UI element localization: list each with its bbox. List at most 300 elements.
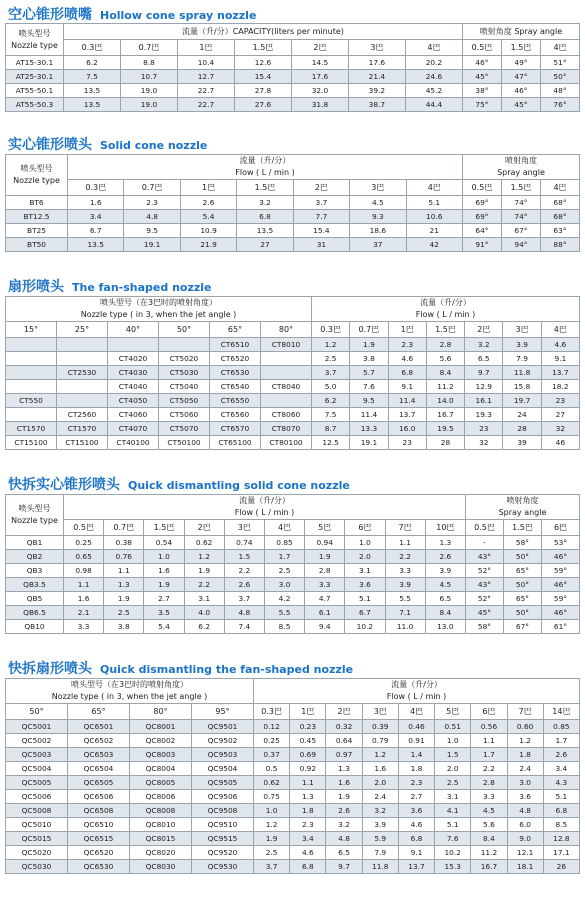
table-cell: 5.5	[385, 592, 425, 606]
table-cell: 18.2	[541, 380, 579, 394]
table-cell: 0.94	[305, 536, 345, 550]
section-title-qc	[8, 658, 353, 678]
table-cell: 26	[543, 860, 579, 874]
label-zh: 流量（升/分）	[420, 298, 471, 307]
header-row	[6, 704, 580, 720]
table-cell: 11.0	[385, 620, 425, 634]
table-cell: 1.1	[64, 578, 104, 592]
table-cell: 2.0	[345, 550, 385, 564]
table-cell: 2.2	[184, 578, 224, 592]
table-cell: 9.4	[305, 620, 345, 634]
table-cell	[261, 394, 312, 408]
table-cell: 45°	[465, 606, 503, 620]
table-cell: 8.7	[312, 422, 350, 436]
pressure-header: 0.7巴	[350, 322, 388, 338]
table-cell: 1.9	[326, 790, 362, 804]
table-row	[6, 606, 580, 620]
table-cell: 3.2	[237, 196, 293, 210]
table-cell: 12.7	[177, 70, 234, 84]
angle-column-header: 80°	[130, 704, 192, 720]
pressure-header: 14巴	[543, 704, 579, 720]
table-cell: 1.3	[326, 762, 362, 776]
angle-column-header: 80°	[261, 322, 312, 338]
table-cell: 67°	[503, 620, 541, 634]
table-row	[6, 818, 580, 832]
pressure-header: 6巴	[345, 520, 385, 536]
table-cell: QC6515	[68, 832, 130, 846]
table-cell: QC9503	[192, 748, 254, 762]
label-en: Nozzle type	[13, 176, 60, 185]
table-cell: 0.75	[254, 790, 290, 804]
table-cell: 49°	[501, 56, 540, 70]
table-cell: 1.9	[184, 564, 224, 578]
table-cell: 8.4	[471, 832, 507, 846]
table-cell: 2.3	[388, 338, 426, 352]
table-cell: 2.4	[362, 790, 398, 804]
table-cell: 65°	[503, 592, 541, 606]
label-en: Spray angle	[497, 168, 545, 177]
table-cell: 24	[503, 408, 541, 422]
section-title-qb	[8, 474, 350, 494]
table-row	[6, 832, 580, 846]
table-cell: 28	[503, 422, 541, 436]
table-cell: 52°	[465, 592, 503, 606]
table-cell: 12.1	[507, 846, 543, 860]
header-row	[6, 24, 580, 40]
table-cell: QB6.5	[6, 606, 64, 620]
table-cell: QC8002	[130, 734, 192, 748]
table-cell: 6.2	[184, 620, 224, 634]
table-quick-fan-shaped	[5, 678, 580, 874]
table-cell: 3.4	[543, 762, 579, 776]
table-cell: 13.7	[541, 366, 579, 380]
table-cell: QB3.5	[6, 578, 64, 592]
table-row	[6, 338, 580, 352]
table-cell: 23	[465, 422, 503, 436]
table-cell: 12.8	[543, 832, 579, 846]
table-cell: 0.12	[254, 720, 290, 734]
table-cell: 0.60	[507, 720, 543, 734]
table-cell: 63°	[540, 224, 579, 238]
table-cell: 3.1	[345, 564, 385, 578]
table-cell: 24.6	[405, 70, 462, 84]
table-cell: 5.5	[264, 606, 304, 620]
table-cell: QC8015	[130, 832, 192, 846]
table-cell: 6.0	[507, 818, 543, 832]
table-cell: QB3	[6, 564, 64, 578]
table-cell: 0.45	[290, 734, 326, 748]
table-cell: BT50	[6, 238, 68, 252]
table-cell: 5.1	[406, 196, 462, 210]
table-cell: 0.97	[326, 748, 362, 762]
header-row	[6, 155, 580, 180]
table-row	[6, 224, 580, 238]
table-cell: QC5006	[6, 790, 68, 804]
table-cell: 21.9	[180, 238, 236, 252]
pressure-header: 1.5巴	[426, 322, 464, 338]
table-cell: 15.4	[234, 70, 291, 84]
table-cell: 3.1	[435, 790, 471, 804]
table-cell: 1.5	[224, 550, 264, 564]
table-cell: CT6560	[210, 408, 261, 422]
pressure-header: 4巴	[398, 704, 434, 720]
table-cell: 6.7	[68, 224, 124, 238]
table-cell: 1.8	[507, 748, 543, 762]
table-cell: 69°	[462, 196, 501, 210]
pressure-header: 3巴	[362, 704, 398, 720]
angle-column-header: 15°	[6, 322, 57, 338]
table-row	[6, 720, 580, 734]
table-cell: 1.6	[68, 196, 124, 210]
table-cell: 1.9	[254, 832, 290, 846]
model-header	[6, 495, 64, 536]
table-cell	[159, 338, 210, 352]
table-cell: CT6550	[210, 394, 261, 408]
pressure-header: 4巴	[264, 520, 304, 536]
table-cell: 3.9	[385, 578, 425, 592]
pressure-header: 0.7巴	[104, 520, 144, 536]
pressure-header: 0.3巴	[254, 704, 290, 720]
table-cell: 0.25	[254, 734, 290, 748]
table-cell: 1.2	[362, 748, 398, 762]
table-cell: QC6520	[68, 846, 130, 860]
table-cell: 45°	[501, 98, 540, 112]
table-cell: 6.5	[425, 592, 465, 606]
table-cell: 23	[541, 394, 579, 408]
table-cell: 37	[350, 238, 406, 252]
angle-header	[462, 155, 579, 180]
label-zh: 流量（升/分）	[391, 680, 442, 689]
table-cell: 50°	[540, 70, 579, 84]
pressure-header: 0.5巴	[465, 520, 503, 536]
table-cell: 0.39	[362, 720, 398, 734]
flow-header: 流量（升/分）CAPACITY(liters per minute)	[64, 24, 463, 40]
pressure-header: 0.5巴	[64, 520, 104, 536]
table-cell: CT4060	[108, 408, 159, 422]
table-row	[6, 366, 580, 380]
table-cell: 91°	[462, 238, 501, 252]
pressure-header: 7巴	[385, 520, 425, 536]
table-cell	[57, 380, 108, 394]
table-cell: QB1	[6, 536, 64, 550]
table-row	[6, 592, 580, 606]
angle-header	[465, 495, 579, 520]
table-cell: 76°	[540, 98, 579, 112]
table-cell: 14.5	[291, 56, 348, 70]
table-cell: 1.9	[305, 550, 345, 564]
title-zh: 实心锥形喷头	[8, 137, 92, 153]
table-cell: 6.8	[543, 804, 579, 818]
table-cell: 11.2	[471, 846, 507, 860]
table-cell	[261, 366, 312, 380]
table-cell: 5.1	[345, 592, 385, 606]
table-cell: 5.0	[312, 380, 350, 394]
table-cell	[57, 338, 108, 352]
model-header	[6, 297, 312, 322]
table-cell: QC8010	[130, 818, 192, 832]
pressure-header: 3巴	[350, 180, 406, 196]
table-cell: 7.6	[435, 832, 471, 846]
label-zh: 喷射角度	[504, 156, 537, 165]
pressure-header: 5巴	[305, 520, 345, 536]
table-cell: 13.5	[64, 84, 121, 98]
table-cell: 1.1	[385, 536, 425, 550]
table-cell: 50°	[503, 550, 541, 564]
table-cell: 52°	[465, 564, 503, 578]
table-cell: QC9510	[192, 818, 254, 832]
table-cell: 2.0	[362, 776, 398, 790]
table-cell: 1.3	[290, 790, 326, 804]
pressure-header: 1.5巴	[234, 40, 291, 56]
pressure-header: 3巴	[224, 520, 264, 536]
table-cell: 67°	[501, 224, 540, 238]
table-cell: QC5003	[6, 748, 68, 762]
angle-column-header: 50°	[159, 322, 210, 338]
table-cell: 2.8	[471, 776, 507, 790]
table-cell: CT4040	[108, 380, 159, 394]
table-cell: 13.5	[64, 98, 121, 112]
table-cell: 2.2	[224, 564, 264, 578]
table-cell: 19.0	[120, 84, 177, 98]
table-cell: 2.1	[64, 606, 104, 620]
table-cell: 2.8	[426, 338, 464, 352]
table-cell: 1.0	[435, 734, 471, 748]
pressure-header: 0.7巴	[124, 180, 180, 196]
table-cell: CT5020	[159, 352, 210, 366]
table-cell: 31	[293, 238, 349, 252]
pressure-header: 3巴	[503, 322, 541, 338]
table-cell	[6, 380, 57, 394]
title-zh: 扇形喷头	[8, 279, 64, 295]
table-cell: CT65100	[210, 436, 261, 450]
pressure-header: 1.5巴	[237, 180, 293, 196]
table-fan-shaped	[5, 296, 580, 450]
angle-column-header: 95°	[192, 704, 254, 720]
table-cell: 0.62	[254, 776, 290, 790]
table-cell: 10.9	[180, 224, 236, 238]
table-cell: 19.5	[426, 422, 464, 436]
table-cell: BT6	[6, 196, 68, 210]
table-cell: 2.5	[254, 846, 290, 860]
table-cell: 2.7	[144, 592, 184, 606]
table-cell: 9.5	[124, 224, 180, 238]
table-cell: 10.4	[177, 56, 234, 70]
table-cell: 5.9	[362, 832, 398, 846]
table-cell: CT5070	[159, 422, 210, 436]
table-cell: 2.4	[507, 762, 543, 776]
table-cell: 17.6	[291, 70, 348, 84]
pressure-header: 0.5巴	[462, 40, 501, 56]
table-cell: QC9505	[192, 776, 254, 790]
table-cell: QC5005	[6, 776, 68, 790]
table-cell: 14.0	[426, 394, 464, 408]
pressure-header: 2巴	[293, 180, 349, 196]
table-cell: QC5001	[6, 720, 68, 734]
table-cell: 94°	[501, 238, 540, 252]
table-cell	[6, 408, 57, 422]
table-cell: 1.0	[345, 536, 385, 550]
table-cell: 17.1	[543, 846, 579, 860]
table-cell: 7.5	[64, 70, 121, 84]
table-cell: QC6505	[68, 776, 130, 790]
table-cell: QC8004	[130, 762, 192, 776]
header-row	[6, 520, 580, 536]
table-cell: QC9504	[192, 762, 254, 776]
table-cell: 23	[388, 436, 426, 450]
table-cell: 12.6	[234, 56, 291, 70]
table-cell: 1.2	[507, 734, 543, 748]
table-cell: 6.8	[398, 832, 434, 846]
header-row	[6, 40, 580, 56]
table-cell: 1.7	[471, 748, 507, 762]
table-cell: 1.9	[350, 338, 388, 352]
table-cell: 3.5	[144, 606, 184, 620]
table-cell: 0.38	[104, 536, 144, 550]
table-cell: 11.2	[426, 380, 464, 394]
table-cell: 44.4	[405, 98, 462, 112]
title-zh: 快拆扇形喷头	[8, 661, 92, 677]
table-cell: 4.6	[388, 352, 426, 366]
table-cell: CT4030	[108, 366, 159, 380]
pressure-header: 1巴	[290, 704, 326, 720]
table-cell: 1.7	[543, 734, 579, 748]
table-cell: QC9508	[192, 804, 254, 818]
table-cell: QC6502	[68, 734, 130, 748]
table-row	[6, 210, 580, 224]
table-cell: 3.7	[254, 860, 290, 874]
table-cell	[57, 352, 108, 366]
table-cell: QB5	[6, 592, 64, 606]
label-en: Nozzle type	[11, 40, 58, 50]
table-cell: 6.8	[388, 366, 426, 380]
header-row	[6, 495, 580, 520]
table-cell: 15.3	[435, 860, 471, 874]
table-cell: 2.3	[290, 818, 326, 832]
table-cell: 11.4	[388, 394, 426, 408]
table-row	[6, 436, 580, 450]
title-en: Quick dismantling the fan-shaped nozzle	[100, 663, 354, 676]
title-zh: 快拆实心锥形喷头	[8, 477, 120, 493]
table-cell: 46	[541, 436, 579, 450]
table-cell: 1.5	[435, 748, 471, 762]
table-cell: 2.5	[435, 776, 471, 790]
table-cell: 10.2	[345, 620, 385, 634]
table-cell: 0.56	[471, 720, 507, 734]
table-cell: 20.2	[405, 56, 462, 70]
pressure-header: 1.5巴	[144, 520, 184, 536]
table-cell: 1.6	[326, 776, 362, 790]
table-cell: 27.6	[234, 98, 291, 112]
label-en: Nozzle type ( in 3, when the jet angle )	[51, 692, 208, 701]
table-cell: 3.7	[312, 366, 350, 380]
table-cell: 3.6	[507, 790, 543, 804]
table-row	[6, 408, 580, 422]
pressure-header: 4巴	[406, 180, 462, 196]
table-cell: 19.1	[350, 436, 388, 450]
table-cell: 3.6	[345, 578, 385, 592]
header-row	[6, 679, 580, 704]
label-zh: 流量（升/分）	[239, 496, 290, 505]
table-cell: 3.9	[425, 564, 465, 578]
table-cell: 3.6	[398, 804, 434, 818]
table-cell: 6.5	[326, 846, 362, 860]
table-cell: QC5010	[6, 818, 68, 832]
angle-column-header: 40°	[108, 322, 159, 338]
table-cell: 0.37	[254, 748, 290, 762]
table-cell: 3.2	[465, 338, 503, 352]
table-cell: QC9506	[192, 790, 254, 804]
table-cell: QB2	[6, 550, 64, 564]
label-zh: 喷头型号	[20, 164, 53, 173]
table-cell	[261, 352, 312, 366]
table-cell: 46°	[541, 578, 579, 592]
label-zh: 流量（升/分）	[239, 156, 291, 165]
table-cell: CT1570	[57, 422, 108, 436]
table-cell: 2.7	[398, 790, 434, 804]
table-cell: 74°	[501, 210, 540, 224]
table-cell: 1.0	[254, 804, 290, 818]
table-cell: QC5004	[6, 762, 68, 776]
table-cell: 9.3	[350, 210, 406, 224]
table-cell: CT4070	[108, 422, 159, 436]
table-cell: CT8060	[261, 408, 312, 422]
table-cell: 43°	[465, 550, 503, 564]
table-cell: 2.5	[264, 564, 304, 578]
table-cell: 8.4	[425, 606, 465, 620]
label-zh: 喷头型号	[18, 28, 51, 38]
table-cell: 0.79	[362, 734, 398, 748]
table-cell: 8.4	[426, 366, 464, 380]
table-row	[6, 84, 580, 98]
pressure-header: 7巴	[507, 704, 543, 720]
table-cell: 27	[541, 408, 579, 422]
table-row	[6, 352, 580, 366]
table-cell: 2.8	[305, 564, 345, 578]
pressure-header: 1.5巴	[501, 180, 540, 196]
table-cell: 0.62	[184, 536, 224, 550]
table-row	[6, 98, 580, 112]
table-cell: 4.8	[224, 606, 264, 620]
table-cell: 3.4	[290, 832, 326, 846]
section-title-solid	[8, 134, 207, 154]
table-cell: 7.7	[293, 210, 349, 224]
table-cell: 3.2	[362, 804, 398, 818]
table-cell: BT12.5	[6, 210, 68, 224]
angle-column-header: 25°	[57, 322, 108, 338]
table-cell	[108, 338, 159, 352]
table-cell: 5.1	[435, 818, 471, 832]
table-cell: 8.5	[543, 818, 579, 832]
table-cell: 12.9	[465, 380, 503, 394]
label-en: Nozzle type	[11, 516, 58, 525]
table-hollow-cone	[5, 23, 580, 112]
label-zh: 喷头型号（在3巴时的喷射角度）	[70, 680, 189, 689]
table-cell: 1.1	[104, 564, 144, 578]
table-cell: 1.2	[184, 550, 224, 564]
table-cell: 19.3	[465, 408, 503, 422]
table-solid-cone	[5, 154, 580, 252]
table-cell: 53°	[541, 536, 579, 550]
table-cell: 16.0	[388, 422, 426, 436]
table-cell: 27	[237, 238, 293, 252]
label-zh: 喷头型号（在3巴时的喷射角度）	[99, 298, 218, 307]
table-cell: 0.74	[224, 536, 264, 550]
table-cell: 3.7	[224, 592, 264, 606]
table-cell: 2.2	[471, 762, 507, 776]
table-cell: 2.5	[104, 606, 144, 620]
table-cell: 4.8	[507, 804, 543, 818]
table-cell: QC9501	[192, 720, 254, 734]
